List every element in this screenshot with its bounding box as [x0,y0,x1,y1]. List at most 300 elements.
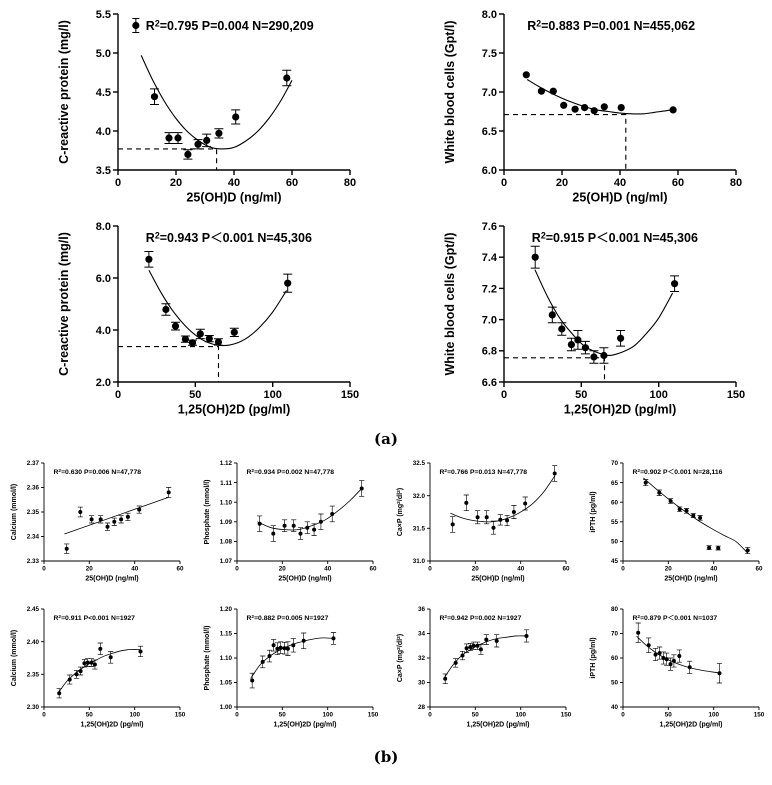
fit-curve [643,478,747,553]
y-tick-label: 4.0 [95,324,111,337]
legend-text: $R^2=0.942$ P=0.002 N=1927 [439,615,522,622]
y-tick-label: 6.0 [95,272,111,285]
data-point [284,280,291,287]
data-point [279,646,283,650]
data-point [189,339,196,346]
y-tick-label: 2.40 [26,638,39,646]
x-tick-label: 150 [560,711,572,719]
chart-a4-wbc-vs-125ohd [386,216,772,428]
data-point [299,532,303,536]
y-tick-label: 1.09 [219,519,232,527]
data-point [90,661,94,665]
x-tick-label: 150 [340,389,360,401]
data-point [90,517,94,521]
data-point [669,499,673,503]
data-point [707,546,711,550]
y-axis-label: White blood cells (Gpt/l) [443,20,457,164]
chart-b5-calcium-vs-125ohd [0,600,193,740]
data-point [644,481,648,485]
fit-curve [149,270,287,345]
x-tick-label: 0 [235,565,239,573]
axes [623,463,759,561]
data-point [677,654,681,658]
x-axis-label: 25(OH)D (ng/ml) [471,575,525,583]
legend-text: $R^2=0.766$ P=0.013 N=47,778 [439,469,528,476]
data-point [718,671,722,675]
y-axis-label: Phosphate (mmol/l) [204,625,211,691]
x-tick-label: 150 [753,711,765,719]
y-tick-label: 70 [610,460,618,468]
data-point [484,638,488,642]
y-tick-label: 7.6 [481,220,497,233]
data-point [319,520,323,524]
data-point [636,631,640,635]
data-point [271,532,275,536]
y-axis-label: C-reactive protein (mg/l) [57,20,71,164]
chart-svg [0,600,193,740]
y-tick-label: 65 [610,479,618,487]
data-point [451,522,455,526]
x-tick-label: 40 [613,177,627,189]
data-point [560,102,567,109]
chart-svg [0,454,193,594]
data-point [215,338,222,345]
y-tick-label: 2.0 [95,376,111,389]
data-point [716,546,720,550]
data-point [591,107,598,114]
y-tick-label: 7.0 [481,314,497,327]
y-tick-label: 8.0 [95,220,111,233]
y-tick-label: 6.8 [481,345,497,358]
chart-b7-caxp-vs-125ohd [386,600,579,740]
chart-svg [193,454,386,594]
y-tick-label: 7.2 [481,283,497,296]
x-tick-label: 60 [369,565,377,573]
x-tick-label: 0 [235,711,239,719]
data-point [232,113,239,120]
y-axis-label: Calcium (mmol/l) [11,629,18,687]
data-point [670,106,677,113]
y-tick-label: 6.0 [481,164,497,177]
x-tick-label: 100 [708,711,719,719]
y-tick-label: 80 [610,606,618,614]
legend-text: $R^2=0.795$ P=0.004 N=290,209 [145,18,314,33]
y-tick-label: 2.45 [26,606,39,614]
legend-text: $R^2=0.630$ P=0.006 N=47,778 [53,469,142,476]
data-point [485,515,489,519]
threshold-dashed-lines [504,115,626,170]
legend-text: $R^2=0.883$ P=0.001 N=455,062 [527,18,696,33]
legend-text: $R^2=0.943$ P＜0.001 N=45,306 [145,230,312,245]
data-point [568,341,575,348]
data-point [538,88,545,95]
y-tick-label: 3.5 [95,164,111,177]
legend-text: $R^2=0.902$ P＜0.001 N=28,116 [632,469,723,476]
x-axis-label: 1,25(OH)2D (pg/ml) [80,721,144,729]
data-point [305,526,309,530]
data-point [139,650,143,654]
data-point [258,522,262,526]
data-point [203,137,210,144]
chart-a3-crp-vs-125ohd [0,216,386,428]
data-point [581,104,588,111]
panel-b-grid [0,454,772,740]
legend-text: $R^2=0.915$ P＜0.001 N=45,306 [531,230,698,245]
data-point [75,672,79,676]
fit-curve [527,80,675,114]
legend-text: $R^2=0.879$ P＜0.001 N=1037 [632,615,718,622]
x-tick-label: 0 [500,177,508,189]
data-point [523,502,527,506]
x-tick-label: 0 [428,565,432,573]
y-tick-label: 2.33 [26,558,39,566]
data-point [512,510,516,514]
legend-marker-point [132,22,139,29]
y-tick-label: 50 [610,538,618,546]
panel-a-label [0,430,772,448]
data-point [601,103,608,110]
x-tick-label: 40 [227,177,241,189]
y-tick-label: 2.36 [26,484,39,492]
axes [118,14,350,170]
data-point [671,280,678,287]
data-point [618,104,625,111]
y-tick-label: 2.37 [26,460,39,468]
data-point [454,661,458,665]
data-point [495,639,499,643]
x-tick-label: 40 [131,565,139,573]
data-point [691,514,695,518]
x-tick-label: 20 [471,565,479,573]
x-axis-label: 25(OH)D (ng/ml) [278,575,332,583]
y-axis-label: Ca×P $(mg^2/dl^2)$ [397,633,404,683]
y-tick-label: 40 [610,704,618,712]
y-tick-label: 6.5 [481,125,497,138]
data-point [550,88,557,95]
chart-a1-crp-vs-25ohd [0,4,386,216]
data-point [283,524,287,528]
data-point [332,636,336,640]
panel-a-label-text: (a) [374,430,398,448]
data-point [250,679,254,683]
x-tick-label: 150 [174,711,186,719]
y-axis-label: White blood cells (Gpt/l) [443,232,457,376]
chart-svg [0,4,386,216]
axes [237,463,373,561]
data-point [558,325,565,332]
y-tick-label: 1.00 [219,704,232,712]
x-tick-label: 20 [169,177,183,189]
x-axis-label: 25(OH)D (ng/ml) [664,575,718,583]
axes [237,609,373,707]
y-tick-label: 1.05 [219,679,232,687]
data-point [525,634,529,638]
data-point [582,344,589,351]
data-point [685,509,689,513]
chart-b4-ipth-vs-25ohd [579,454,772,594]
chart-svg [386,454,579,594]
data-point [86,661,90,665]
x-tick-label: 0 [114,389,122,401]
data-point [283,74,290,81]
x-tick-label: 100 [263,389,282,401]
data-point [184,151,191,158]
y-tick-label: 2.34 [26,533,39,541]
x-tick-label: 100 [515,711,526,719]
y-tick-label: 60 [610,499,618,507]
data-point [272,643,276,647]
data-point [151,93,158,100]
y-tick-label: 2.30 [26,704,39,712]
x-tick-label: 0 [428,711,432,719]
data-point [505,519,509,523]
chart-a2-wbc-vs-25ohd [386,4,772,216]
data-point [492,526,496,530]
x-tick-label: 80 [729,177,743,189]
threshold-dashed-lines [118,149,217,170]
chart-b3-caxp-vs-25ohd [386,454,579,594]
data-point [68,678,72,682]
x-axis-label: 25(OH)D (ng/ml) [186,190,282,205]
data-point [206,335,213,342]
data-point [574,336,581,343]
x-tick-label: 60 [562,565,570,573]
x-tick-label: 100 [129,711,140,719]
data-point [268,654,272,658]
data-point [65,547,69,551]
x-tick-label: 100 [322,711,333,719]
axes [430,463,566,561]
chart-svg [579,454,772,594]
data-point [182,336,189,343]
data-point [476,515,480,519]
chart-b6-phosphate-vs-125ohd [193,600,386,740]
x-tick-label: 20 [664,565,672,573]
legend-text: $R^2=0.911$ P<0.001 N=1927 [53,615,135,622]
x-tick-label: 50 [278,711,286,719]
data-point [553,472,557,476]
y-tick-label: 32.0 [412,492,425,500]
y-tick-label: 31.0 [412,558,425,566]
data-point [479,647,483,651]
y-tick-label: 6.6 [481,376,497,389]
x-tick-label: 100 [649,389,668,401]
axes [430,609,566,707]
x-tick-label: 0 [42,711,46,719]
y-tick-label: 70 [610,630,618,638]
y-tick-label: 7.5 [481,47,497,60]
data-point [600,352,607,359]
data-point [461,654,465,658]
data-point [174,134,181,141]
data-point [292,524,296,528]
axes [44,463,180,561]
y-tick-label: 1.15 [219,630,232,638]
threshold-dashed-lines [118,347,219,382]
x-tick-label: 150 [726,389,746,401]
data-point [215,130,222,137]
chart-b8-ipth-vs-125ohd [579,600,772,740]
y-tick-label: 36 [417,606,425,614]
data-point [672,659,676,663]
y-axis-label: iPTH (pg/ml) [590,637,597,679]
x-tick-label: 50 [85,711,93,719]
y-tick-label: 32.5 [412,460,425,468]
data-point [79,669,83,673]
y-axis-label: C-reactive protein (mg/l) [57,232,71,376]
fit-curve [58,649,141,694]
data-point [523,71,530,78]
axes [623,609,759,707]
y-tick-label: 4.5 [95,86,111,99]
data-point [549,311,556,318]
data-point [654,653,658,657]
y-tick-label: 1.12 [219,460,232,468]
data-point [688,665,692,669]
data-point [126,515,130,519]
x-tick-label: 0 [621,711,625,719]
y-tick-label: 55 [610,519,618,527]
chart-svg [386,600,579,740]
y-tick-label: 5.5 [95,8,111,21]
x-tick-label: 0 [500,389,508,401]
y-tick-label: 8.0 [481,8,497,21]
data-point [167,490,171,494]
data-point [109,655,113,659]
data-point [286,647,290,651]
x-axis-label: 1,25(OH)2D (pg/ml) [177,402,291,417]
x-axis-label: 25(OH)D (ng/ml) [85,575,139,583]
chart-svg [193,600,386,740]
data-point [194,141,201,148]
y-tick-label: 60 [610,655,618,663]
data-point [698,516,702,520]
x-tick-label: 50 [575,389,588,401]
x-tick-label: 20 [85,565,93,573]
legend-text: $R^2=0.934$ P=0.002 N=47,778 [246,469,335,476]
chart-b1-calcium-vs-25ohd [0,454,193,594]
data-point [498,518,502,522]
y-tick-label: 1.20 [219,606,232,614]
y-axis-label: iPTH (pg/ml) [590,491,597,533]
y-tick-label: 1.10 [219,499,232,507]
y-tick-label: 1.08 [219,538,232,546]
data-point [746,548,750,552]
x-tick-label: 60 [285,177,299,189]
y-tick-label: 5.0 [95,47,111,60]
panel-a-grid [0,4,772,428]
data-point [93,663,97,667]
chart-svg [0,216,386,428]
data-point [360,487,364,491]
x-tick-label: 40 [324,565,332,573]
data-point [617,335,624,342]
data-point [291,643,295,647]
data-point [261,660,265,664]
y-tick-label: 7.4 [481,252,497,265]
data-point [119,517,123,521]
data-point [231,329,238,336]
panel-b-label [0,748,772,766]
data-point [98,647,102,651]
legend-text: $R^2=0.882$ P=0.005 N=1927 [246,615,329,622]
data-point [57,691,61,695]
fit-curve [535,270,673,356]
x-tick-label: 20 [555,177,569,189]
axes [118,226,350,382]
chart-b2-phosphate-vs-25ohd [193,454,386,594]
x-tick-label: 40 [710,565,718,573]
x-tick-label: 0 [42,565,46,573]
data-point [172,323,179,330]
data-point [99,517,103,521]
data-point [283,646,287,650]
x-tick-label: 60 [671,177,685,189]
x-tick-label: 40 [517,565,525,573]
data-point [165,134,172,141]
data-point [330,512,334,516]
x-axis-label: 1,25(OH)2D (pg/ml) [563,402,677,417]
data-point [657,491,661,495]
data-point [78,510,82,514]
fit-curve [444,636,527,679]
data-point [312,528,316,532]
x-axis-label: 1,25(OH)2D (pg/ml) [466,721,530,729]
y-tick-label: 31.5 [412,525,425,533]
axes [504,226,736,382]
chart-svg [579,600,772,740]
panel-b-label-text: (b) [373,748,399,766]
y-tick-label: 7.0 [481,86,497,99]
x-axis-label: 1,25(OH)2D (pg/ml) [273,721,337,729]
fit-curve [257,488,361,530]
y-tick-label: 50 [610,679,618,687]
data-point [572,106,579,113]
y-tick-label: 28 [417,704,425,712]
y-tick-label: 30 [417,679,425,687]
x-tick-label: 0 [114,177,122,189]
y-axis-label: Calcium (mmol/l) [11,483,18,541]
y-tick-label: 45 [610,558,618,566]
x-tick-label: 150 [367,711,379,719]
chart-svg [386,4,772,216]
data-point [106,525,110,529]
y-axis-label: Ca×P $(mg^2/dl^2)$ [397,487,404,537]
x-tick-label: 0 [621,565,625,573]
data-point [112,520,116,524]
x-axis-label: 25(OH)D (ng/ml) [572,190,668,205]
data-point [647,643,651,647]
data-point [145,256,152,263]
data-point [302,639,306,643]
threshold-dashed-lines [504,358,605,382]
y-tick-label: 1.10 [219,655,232,663]
x-tick-label: 80 [343,177,357,189]
data-point [465,646,469,650]
x-tick-label: 60 [176,565,184,573]
x-tick-label: 20 [278,565,286,573]
chart-svg [386,216,772,428]
data-point [137,508,141,512]
x-tick-label: 50 [189,389,202,401]
data-point [464,501,468,505]
x-tick-label: 50 [664,711,672,719]
data-point [162,306,169,313]
data-point [669,662,673,666]
y-tick-label: 1.07 [219,558,232,566]
y-tick-label: 32 [417,655,425,663]
y-tick-label: 4.0 [95,125,111,138]
